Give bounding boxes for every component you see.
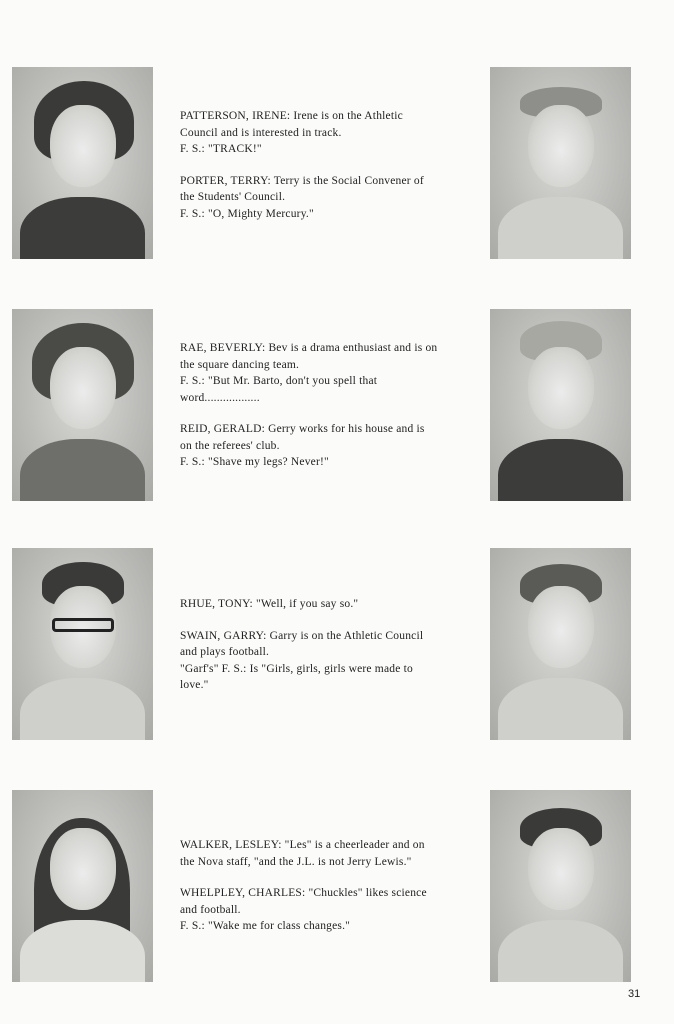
glasses-icon — [52, 618, 114, 632]
photo-face — [528, 347, 594, 429]
caption-line: "Garf's" F. S.: Is "Girls, girls, girls were made to — [180, 662, 413, 675]
caption-line: the Students' Council. — [180, 191, 286, 203]
caption-line: Council and is interested in track. — [180, 126, 342, 139]
photo-body — [20, 197, 145, 259]
student-photo-patterson-irene — [12, 67, 153, 259]
photo-face — [50, 347, 116, 429]
caption-entry — [180, 885, 475, 935]
caption-line: word.................. — [180, 391, 260, 404]
student-row-1 — [0, 67, 674, 262]
photo-body — [498, 920, 623, 982]
student-photo-walker-lesley — [12, 790, 153, 982]
student-photo-rae-beverly — [12, 309, 153, 501]
photo-face — [528, 105, 594, 187]
caption-line: WALKER, LESLEY: "Les" is a cheerleader and on — [180, 839, 425, 851]
caption-line: F. S.: "O, Mighty Mercury." — [180, 207, 314, 220]
caption-entry — [180, 173, 475, 223]
caption-line: SWAIN, GARRY: Garry is on the Athletic Council — [180, 629, 424, 642]
caption-entry — [180, 340, 475, 406]
caption-line: RHUE, TONY: "Well, if you say so." — [180, 598, 359, 610]
student-captions — [180, 108, 475, 237]
caption-line: and plays football. — [180, 646, 270, 658]
student-photo-swain-garry — [490, 548, 631, 740]
student-photo-rhue-tony — [12, 548, 153, 740]
photo-body — [498, 197, 623, 259]
photo-face — [50, 105, 116, 187]
caption-entry — [180, 628, 475, 694]
student-row-4 — [0, 790, 674, 985]
photo-body — [20, 678, 145, 740]
caption-entry — [180, 108, 475, 158]
caption-line: PORTER, TERRY: Terry is the Social Convener of — [180, 174, 424, 187]
photo-body — [498, 439, 623, 501]
caption-line: WHELPLEY, CHARLES: "Chuckles" likes science — [180, 887, 427, 899]
caption-line: F. S.: "But Mr. Barto, don't you spell that — [180, 375, 378, 387]
photo-body — [20, 439, 145, 501]
caption-line: the Nova staff, "and the J.L. is not Jerry Lewis." — [180, 855, 412, 868]
photo-face — [528, 828, 594, 910]
photo-face — [528, 586, 594, 668]
student-photo-reid-gerald — [490, 309, 631, 501]
student-photo-whelpley-charles — [490, 790, 631, 982]
caption-entry — [180, 421, 475, 471]
caption-entry — [180, 837, 475, 870]
caption-line: F. S.: "Shave my legs? Never!" — [180, 456, 329, 468]
student-captions — [180, 596, 475, 709]
caption-line: RAE, BEVERLY: Bev is a drama enthusiast and is on — [180, 342, 438, 354]
caption-line: F. S.: "Wake me for class changes." — [180, 920, 351, 932]
caption-line: F. S.: "TRACK!" — [180, 143, 262, 155]
page-number: 31 — [628, 988, 641, 1000]
caption-line: on the referees' club. — [180, 439, 280, 452]
caption-line: and football. — [180, 903, 241, 916]
caption-line: REID, GERALD: Gerry works for his house and is — [180, 423, 425, 435]
photo-body — [498, 678, 623, 740]
student-captions — [180, 837, 475, 950]
student-captions — [180, 340, 475, 486]
photo-body — [20, 920, 145, 982]
student-photo-porter-terry — [490, 67, 631, 259]
photo-face — [50, 828, 116, 910]
student-row-3 — [0, 548, 674, 743]
caption-entry — [180, 596, 475, 613]
student-row-2 — [0, 309, 674, 504]
caption-line: the square dancing team. — [180, 358, 300, 371]
caption-line: love." — [180, 679, 209, 691]
caption-line: PATTERSON, IRENE: Irene is on the Athletic — [180, 110, 403, 122]
